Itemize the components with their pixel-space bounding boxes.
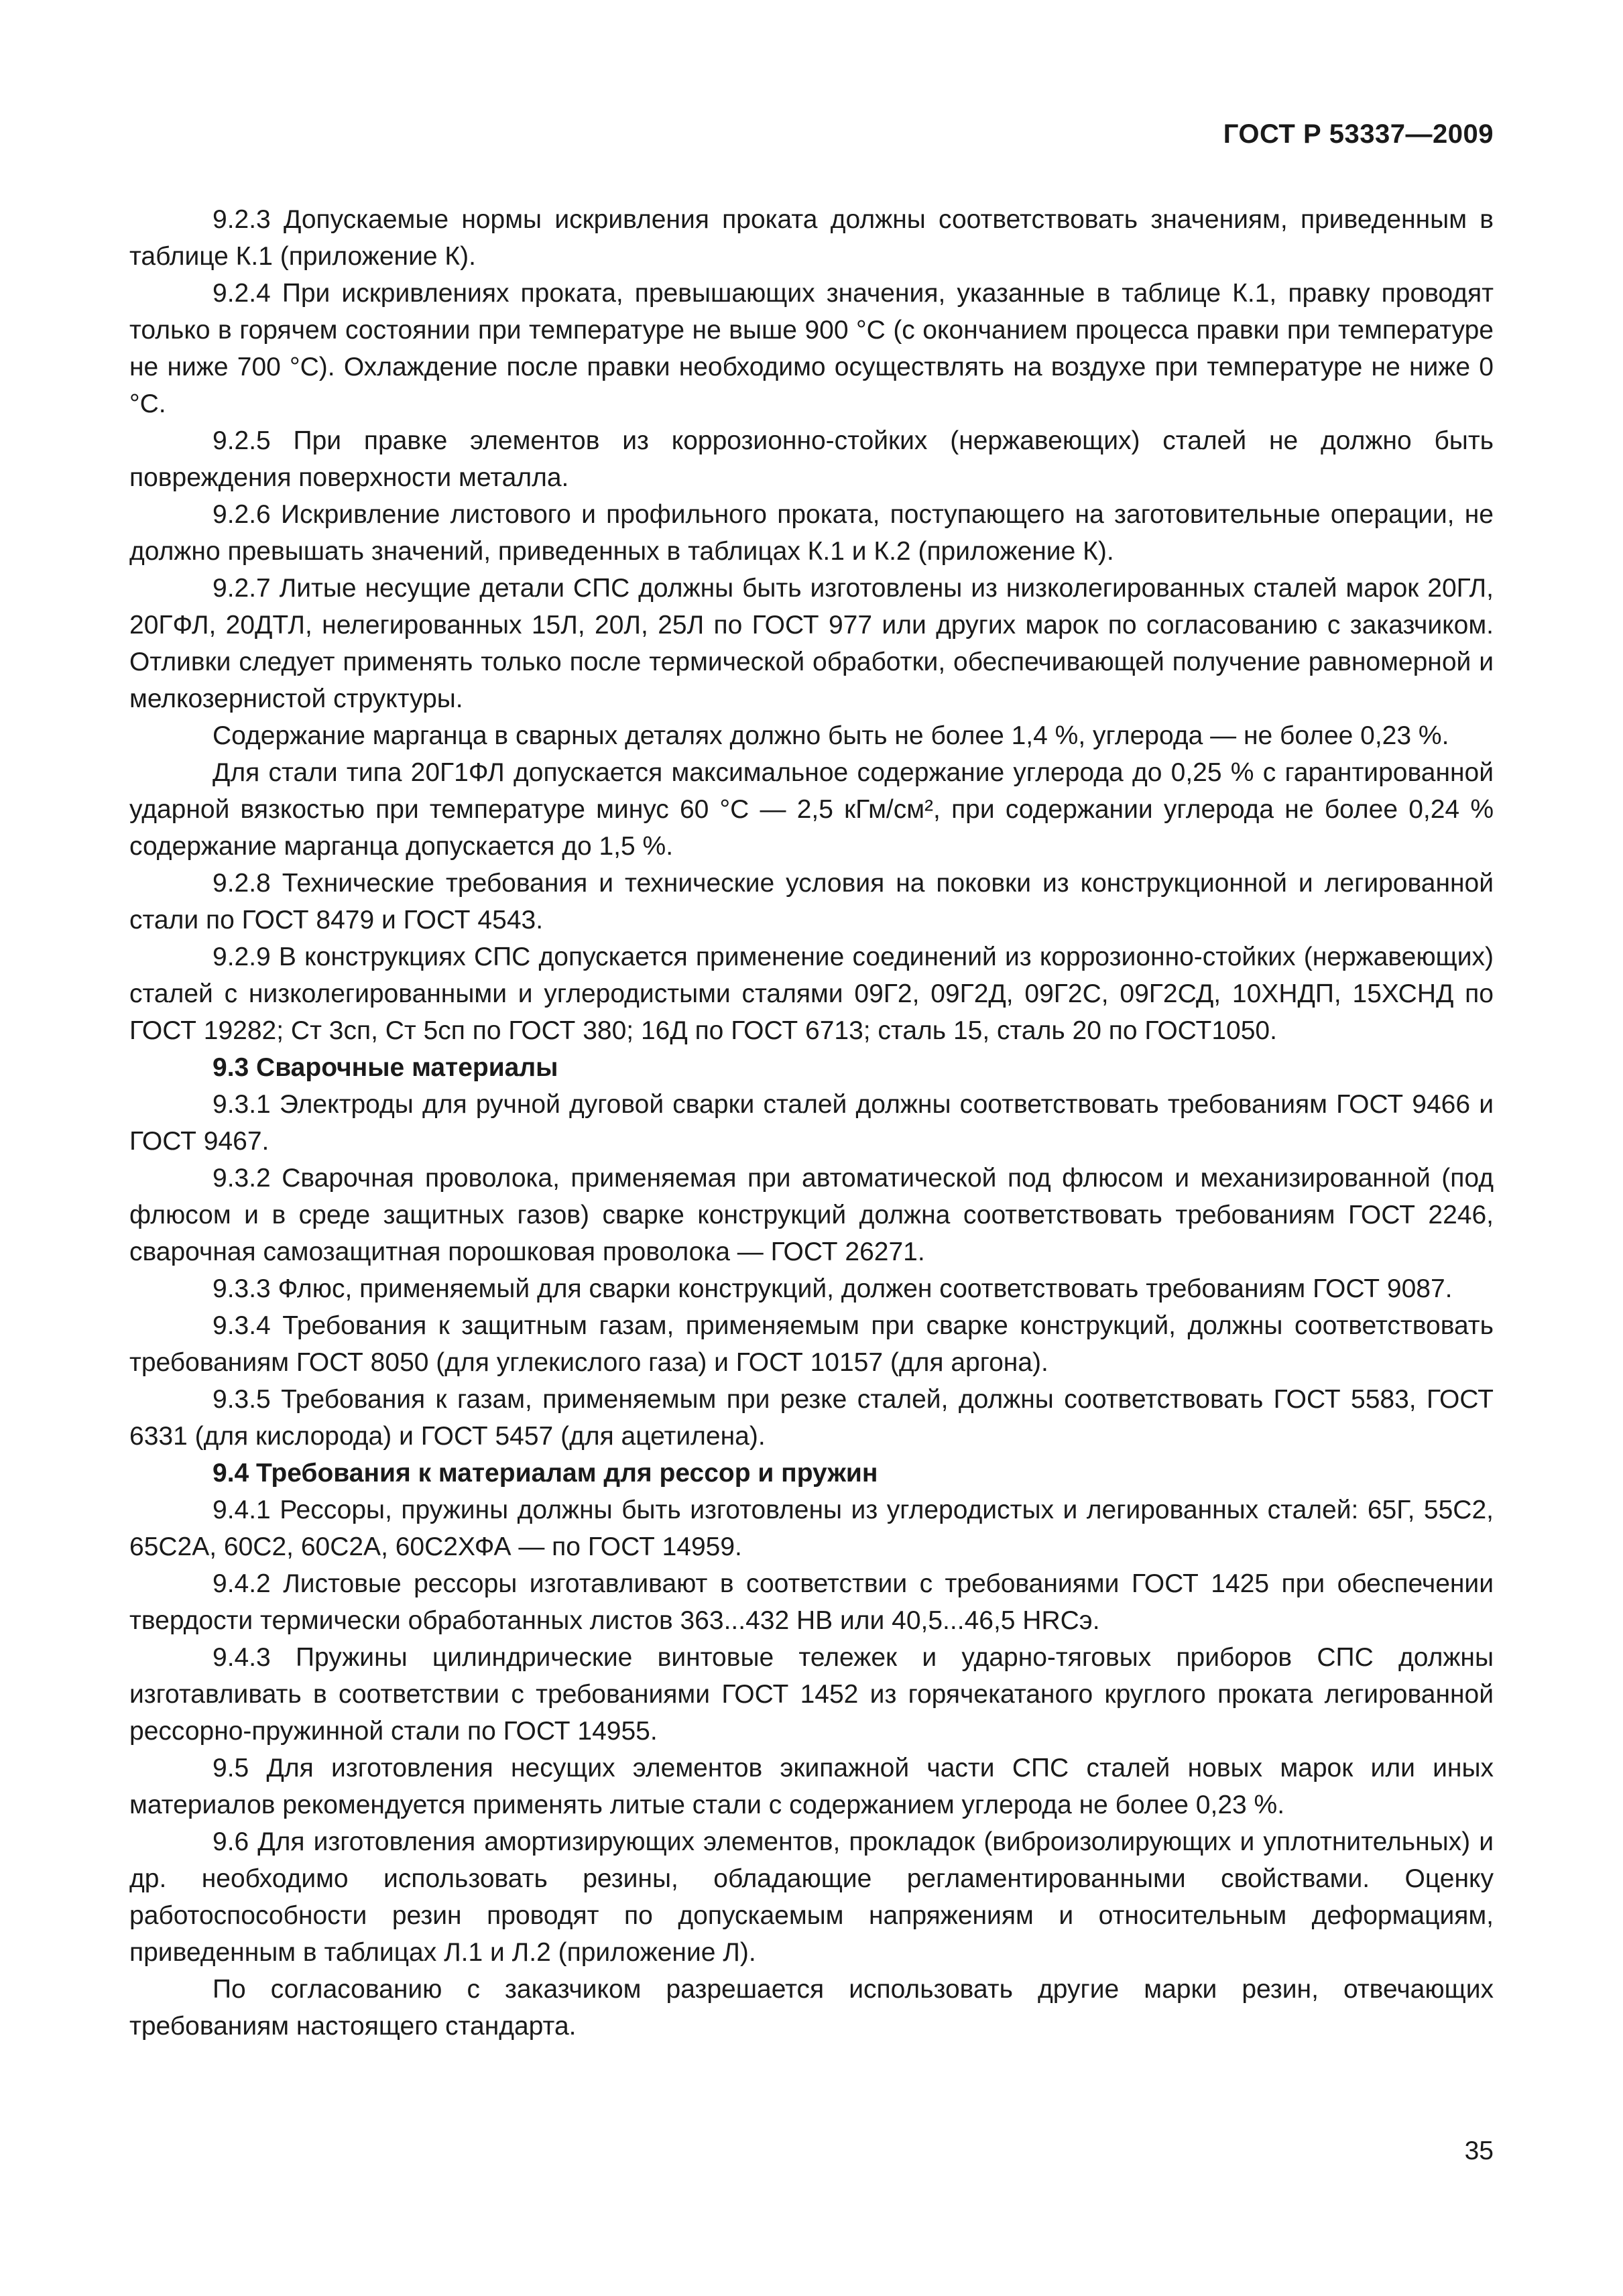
paragraph-9-5: 9.5 Для изготовления несущих элементов экипажной части СПС сталей новых марок или иных материалов рекомендуется применять литые стали с содержанием углерода не более 0,23 %. [129, 1754, 1494, 1819]
paragraph-9-6: 9.6 Для изготовления амортизирующих элементов, прокладок (виброизолирующих и уплотнительных) и др. необходимо использовать резины, обладающие регламентированными свойствами. Оценку работоспособности резин проводят по допускаемым напряжениям и относительным деформациям, приведенным в таблицах Л.1 и Л.2 (приложение Л). [129, 1827, 1494, 1967]
document-header: ГОСТ Р 53337—2009 [1223, 119, 1494, 149]
section-heading-9-3: 9.3 Сварочные материалы [213, 1053, 558, 1082]
paragraph-9-2-7: 9.2.7 Литые несущие детали СПС должны быть изготовлены из низколегированных сталей марок 20ГЛ, 20ГФЛ, 20ДТЛ, нелегированных 15Л, 20Л, 25Л по ГОСТ 977 или других марок по согласованию с заказчиком. Отливки следует применять только после термической обработки, обеспечивающей получение равномерной и мелкозернистой структуры. [129, 574, 1494, 713]
paragraph-9-2-6: 9.2.6 Искривление листового и профильного проката, поступающего на заготовительные операции, не должно превышать значений, приведенных в таблицах К.1 и К.2 (приложение К). [129, 500, 1494, 566]
paragraph-9-4-1: 9.4.1 Рессоры, пружины должны быть изготовлены из углеродистых и легированных сталей: 65Г, 55С2, 65С2А, 60С2, 60С2А, 60С2ХФА — по ГОСТ 14959. [129, 1496, 1494, 1561]
document-body [129, 201, 1494, 2045]
paragraph-9-4-3: 9.4.3 Пружины цилиндрические винтовые тележек и ударно-тяговых приборов СПС должны изготавливать в соответствии с требованиями ГОСТ 1452 из горячекатаного круглого проката легированной рессорно-пружинной стали по ГОСТ 14955. [129, 1643, 1494, 1746]
paragraph-9-4-2: 9.4.2 Листовые рессоры изготавливают в соответствии с требованиями ГОСТ 1425 при обеспечении твердости термически обработанных листов 363...432 НВ или 40,5...46,5 HRCэ. [129, 1569, 1494, 1635]
paragraph-other-rubber-grades: По согласованию с заказчиком разрешается использовать другие марки резин, отвечающих требованиям настоящего стандарта. [129, 1975, 1494, 2041]
paragraph-9-3-4: 9.3.4 Требования к защитным газам, применяемым при сварке конструкций, должны соответствовать требованиям ГОСТ 8050 (для углекислого газа) и ГОСТ 10157 (для аргона). [129, 1311, 1494, 1377]
paragraph-9-3-3: 9.3.3 Флюс, применяемый для сварки конструкций, должен соответствовать требованиям ГОСТ 9087. [213, 1274, 1453, 1303]
paragraph-manganese-content: Содержание марганца в сварных деталях должно быть не более 1,4 %, углерода — не более 0,23 %. [213, 721, 1449, 750]
paragraph-9-2-8: 9.2.8 Технические требования и технические условия на поковки из конструкционной и легированной стали по ГОСТ 8479 и ГОСТ 4543. [129, 869, 1494, 934]
paragraph-9-3-1: 9.3.1 Электроды для ручной дуговой сварки сталей должны соответствовать требованиям ГОСТ 9466 и ГОСТ 9467. [129, 1090, 1494, 1156]
paragraph-9-2-3: 9.2.3 Допускаемые нормы искривления проката должны соответствовать значениям, приведенным в таблице К.1 (приложение К). [129, 205, 1494, 271]
paragraph-9-3-2: 9.3.2 Сварочная проволока, применяемая при автоматической под флюсом и механизированной (под флюсом и в среде защитных газов) сварке конструкций должна соответствовать требованиям ГОСТ 2246, сварочная самозащитная порошковая проволока — ГОСТ 26271. [129, 1164, 1494, 1266]
paragraph-9-2-5: 9.2.5 При правке элементов из коррозионно-стойких (нержавеющих) сталей не должно быть повреждения поверхности металла. [129, 426, 1494, 492]
paragraph-9-3-5: 9.3.5 Требования к газам, применяемым при резке сталей, должны соответствовать ГОСТ 5583, ГОСТ 6331 (для кислорода) и ГОСТ 5457 (для ацетилена). [129, 1385, 1494, 1451]
page-number: 35 [1464, 2136, 1494, 2165]
paragraph-9-2-4: 9.2.4 При искривлениях проката, превышающих значения, указанные в таблице К.1, правку проводят только в горячем состоянии при температуре не выше 900 °С (с окончанием процесса правки при температуре не ниже 700 °С). Охлаждение после правки необходимо осуществлять на воздухе при температуре не ниже 0 °С. [129, 279, 1494, 418]
paragraph-9-2-9: 9.2.9 В конструкциях СПС допускается применение соединений из коррозионно-стойких (нержавеющих) сталей с низколегированными и углеродистыми сталями 09Г2, 09Г2Д, 09Г2С, 09Г2СД, 10ХНДП, 15ХСНД по ГОСТ 19282; Ст 3сп, Ст 5сп по ГОСТ 380; 16Д по ГОСТ 6713; сталь 15, сталь 20 по ГОСТ1050. [129, 943, 1494, 1045]
paragraph-steel-20g1fl: Для стали типа 20Г1ФЛ допускается максимальное содержание углерода до 0,25 % с гарантированной ударной вязкостью при температуре минус 60 °С — 2,5 кГм/см², при содержании углерода не более 0,24 % содержание марганца допускается до 1,5 %. [129, 758, 1494, 861]
section-heading-9-4: 9.4 Требования к материалам для рессор и пружин [213, 1459, 878, 1488]
